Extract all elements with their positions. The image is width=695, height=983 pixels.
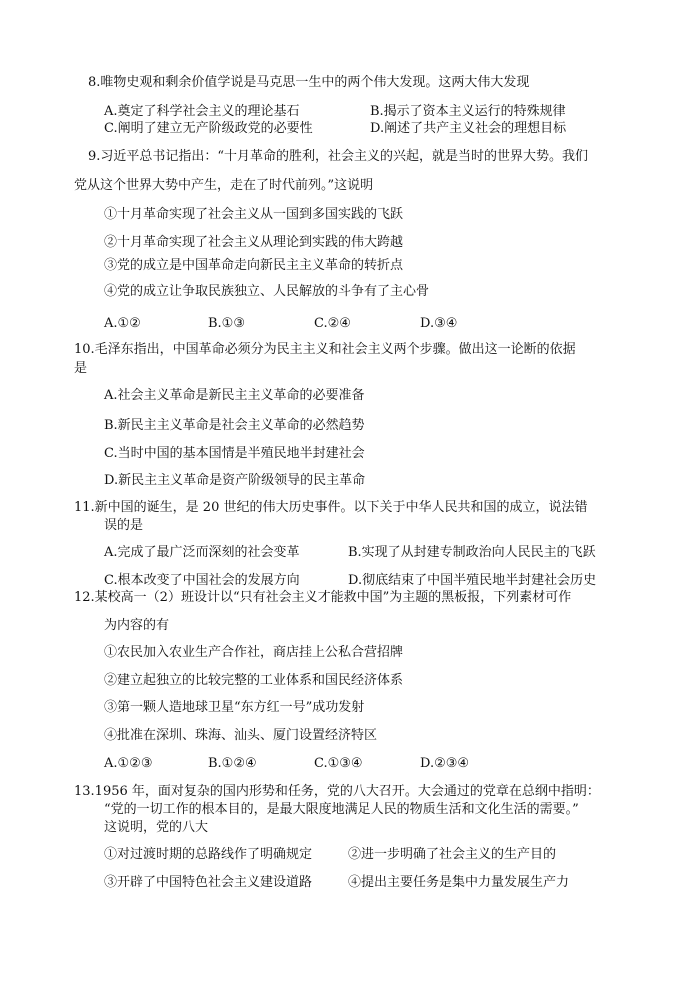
q11-option-c: C.根本改变了中国社会的发展方向 [104, 573, 300, 588]
q13-stem-line1: 13.1956 年，面对复杂的国内形势和任务，党的八大召开。大会通过的党章在总纲中指明： [74, 784, 600, 799]
q12-option-b: B.①②④ [208, 756, 257, 771]
q9-option-d: D.③④ [420, 316, 458, 331]
q9-option-a: A.①② [104, 316, 141, 331]
q13-statement-1: ①对过渡时期的总路线作了明确规定 [104, 847, 313, 862]
q8-option-d: D.阐述了共产主义社会的理想目标 [370, 121, 567, 136]
q13-stem-line3: 这说明，党的八大 [104, 820, 209, 835]
q11-option-d: D.彻底结束了中国半殖民地半封建社会历史 [348, 573, 597, 588]
q11-option-a: A.完成了最广泛而深刻的社会变革 [104, 545, 300, 560]
q9-stem-line2: 党从这个世界大势中产生，走在了时代前列。”这说明 [74, 178, 374, 193]
q12-option-d: D.②③④ [420, 756, 470, 771]
q9-option-c: C.②④ [314, 316, 351, 331]
q9-statement-3: ③党的成立是中国革命走向新民主主义革命的转折点 [104, 258, 404, 273]
q13-statement-3: ③开辟了中国特色社会主义建设道路 [104, 875, 313, 890]
q9-statement-4: ④党的成立让争取民族独立、人民解放的斗争有了主心骨 [104, 284, 430, 299]
q12-stem-line2: 为内容的有 [104, 618, 170, 633]
q11-stem-line1: 11.新中国的诞生，是 20 世纪的伟大历史事件。以下关于中华人民共和国的成立，说法错 [74, 500, 588, 515]
q10-option-b: B.新民主主义革命是社会主义革命的必然趋势 [104, 418, 365, 433]
q12-stem-line1: 12.某校高一（2）班设计以“只有社会主义才能救中国”为主题的黑板报，下列素材可作 [74, 590, 572, 605]
q10-option-d: D.新民主主义革命是资产阶级领导的民主革命 [104, 473, 366, 488]
q12-statement-3: ③第一颗人造地球卫星“东方红一号”成功发射 [104, 700, 365, 715]
q11-stem-line2: 误的是 [104, 518, 144, 533]
q12-statement-4: ④批准在深圳、珠海、汕头、厦门设置经济特区 [104, 728, 378, 743]
q9-option-b: B.①③ [208, 316, 245, 331]
q13-statement-4: ④提出主要任务是集中力量发展生产力 [348, 875, 570, 890]
q10-option-c: C.当时中国的基本国情是半殖民地半封建社会 [104, 446, 365, 461]
q8-option-b: B.揭示了资本主义运行的特殊规律 [370, 104, 566, 119]
q10-stem-line1: 10.毛泽东指出，中国革命必须分为民主主义和社会主义两个步骤。做出这一论断的依据 [74, 342, 576, 357]
q9-statement-1: ①十月革命实现了社会主义从一国到多国实践的飞跃 [104, 207, 404, 222]
q12-statement-2: ②建立起独立的比较完整的工业体系和国民经济体系 [104, 673, 404, 688]
q12-option-a: A.①②③ [104, 756, 153, 771]
q8-stem: 8.唯物史观和剩余价值学说是马克思一生中的两个伟大发现。这两大伟大发现 [88, 75, 530, 90]
q10-stem-line2: 是 [74, 361, 88, 376]
q11-option-b: B.实现了从封建专制政治向人民民主的飞跃 [348, 545, 596, 560]
q12-statement-1: ①农民加入农业生产合作社，商店挂上公私合营招牌 [104, 645, 404, 660]
q13-statement-2: ②进一步明确了社会主义的生产目的 [348, 847, 557, 862]
q9-stem-line1: 9.习近平总书记指出：“十月革命的胜利，社会主义的兴起，就是当时的世界大势。我们 [88, 149, 589, 164]
q8-option-c: C.阐明了建立无产阶级政党的必要性 [104, 121, 313, 136]
q12-option-c: C.①③④ [314, 756, 363, 771]
q10-option-a: A.社会主义革命是新民主主义革命的必要准备 [104, 388, 365, 403]
q8-option-a: A.奠定了科学社会主义的理论基石 [104, 104, 300, 119]
q13-stem-line2: “党的一切工作的根本目的，是最大限度地满足人民的物质生活和文化生活的需要。” [104, 802, 579, 817]
q9-statement-2: ②十月革命实现了社会主义从理论到实践的伟大跨越 [104, 235, 404, 250]
